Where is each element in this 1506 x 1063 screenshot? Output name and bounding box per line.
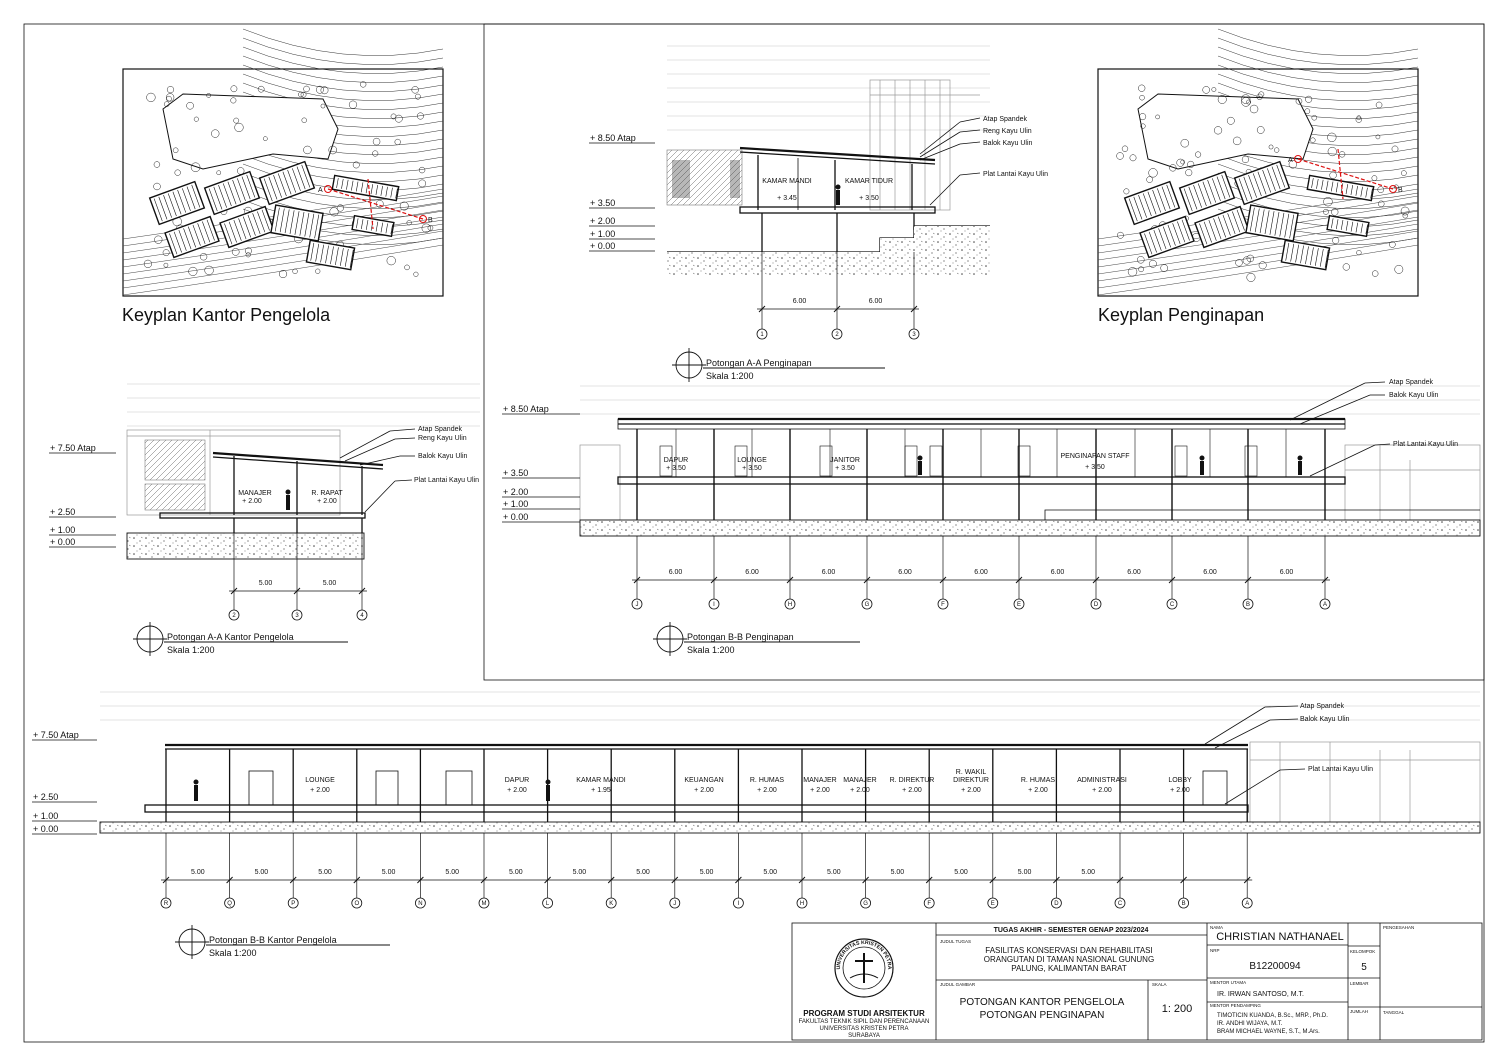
title-block — [792, 923, 1482, 1040]
level-label: + 7.50 Atap — [33, 730, 79, 740]
keyplan-right-title: Keyplan Penginapan — [1098, 305, 1265, 325]
room-level: + 3.50 — [835, 465, 855, 472]
grid-label: H — [787, 602, 793, 609]
room-name: ADMINISTRASI — [1077, 777, 1127, 784]
room-name: KAMAR MANDI — [762, 178, 812, 185]
project-title-line: ORANGUTAN DI TAMAN NASIONAL GUNUNG — [983, 955, 1155, 964]
grid-label: C — [1169, 602, 1175, 609]
room-level: + 3.45 — [777, 195, 797, 202]
room-name: LOUNGE — [737, 457, 767, 464]
grid-label: B — [1181, 901, 1186, 908]
co-mentor: BRAM MICHAEL WAYNE, S.T., M.Ars. — [1217, 1029, 1320, 1035]
dimension-label: 6.00 — [668, 569, 683, 576]
student-name: CHRISTIAN NATHANAEL — [1216, 931, 1344, 943]
grid-label: I — [737, 901, 740, 908]
dimension-label: 5.00 — [254, 869, 269, 876]
dimension-label: 6.00 — [898, 569, 912, 576]
contour-line — [1218, 29, 1418, 56]
grid-label: C — [1117, 901, 1123, 908]
room-level: + 2.00 — [1170, 787, 1190, 794]
room-name: MANAJER — [238, 490, 272, 497]
annotation-label: Plat Lantai Kayu Ulin — [983, 171, 1048, 178]
annotation-label: Balok Kayu Ulin — [1389, 392, 1439, 399]
field-label: JUDUL GAMBAR — [940, 982, 976, 987]
room-name: KAMAR MANDI — [576, 777, 626, 784]
dimension-label: 6.00 — [974, 569, 988, 576]
program-name: PROGRAM STUDI ARSITEKTUR — [803, 1009, 925, 1018]
grid-label: A — [1245, 901, 1250, 908]
door — [1018, 446, 1030, 476]
section-title: Potongan B-B Penginapan — [687, 632, 794, 642]
grid-label: K — [609, 901, 614, 908]
room-level: + 2.00 — [850, 787, 870, 794]
main-mentor: IR. IRWAN SANTOSO, M.T. — [1217, 991, 1304, 998]
dimension-label: 5.00 — [322, 580, 337, 587]
student-nrp: B12200094 — [1249, 961, 1301, 972]
section-marker-label: A — [318, 187, 323, 194]
enclosure-outline — [163, 94, 338, 169]
door — [1245, 446, 1257, 476]
assignment-header: TUGAS AKHIR - SEMESTER GENAP 2023/2024 — [993, 927, 1149, 934]
annotation-label: Atap Spandek — [418, 426, 462, 433]
section-scale: Skala 1:200 — [687, 645, 735, 655]
field-label: KELOMPOK — [1350, 949, 1376, 954]
section-scale: Skala 1:200 — [167, 645, 215, 655]
annotation-label: Atap Spandek — [1389, 379, 1433, 386]
grid-label: 3 — [912, 332, 916, 339]
door — [905, 446, 917, 476]
contour-line — [1218, 38, 1418, 65]
dimension-label: 5.00 — [890, 869, 905, 876]
room-level: + 3.50 — [1085, 464, 1105, 471]
section-title: Potongan B-B Kantor Pengelola — [209, 935, 337, 945]
field-label: PENGESAHAN — [1383, 925, 1415, 930]
room-level: + 1.95 — [591, 787, 611, 794]
dimension-label: 6.00 — [1279, 569, 1294, 576]
level-label: + 2.00 — [590, 216, 616, 226]
grid-label: 2 — [232, 613, 236, 620]
dimension-label: 5.00 — [699, 869, 714, 876]
section-scale: Skala 1:200 — [706, 371, 754, 381]
field-label: SKALA — [1152, 982, 1167, 987]
grid-label: M — [481, 901, 487, 908]
room-name: LOUNGE — [305, 777, 335, 784]
room-level: + 2.00 — [310, 787, 330, 794]
person-figure-icon — [286, 490, 291, 511]
dimension-label: 5.00 — [1081, 869, 1096, 876]
keyplan-kantor-map — [123, 29, 443, 296]
grid-label: J — [635, 602, 639, 609]
university-seal-icon — [835, 939, 893, 997]
dimension-label: 6.00 — [792, 298, 807, 305]
grid-label: D — [1093, 602, 1099, 609]
annotation-label: Reng Kayu Ulin — [983, 128, 1032, 135]
room-name: R. HUMAS — [749, 777, 785, 784]
room-name: DAPUR — [504, 777, 530, 784]
dimension-label: 6.00 — [868, 298, 883, 305]
room-level: + 2.00 — [757, 787, 777, 794]
svg-text:UNIVERSITAS KRISTEN PETRA: UNIVERSITAS KRISTEN PETRA — [835, 939, 893, 970]
keyplan-left-title: Keyplan Kantor Pengelola — [122, 305, 331, 325]
room-level: + 2.00 — [317, 498, 337, 505]
annotation-label: Balok Kayu Ulin — [1300, 716, 1350, 723]
level-label: + 0.00 — [590, 241, 616, 251]
annotation-label: Plat Lantai Kayu Ulin — [1308, 766, 1373, 773]
grid-label: 4 — [360, 613, 364, 620]
contour-line — [243, 38, 443, 65]
field-label: JUMLAH — [1350, 1009, 1369, 1014]
level-label: + 8.50 Atap — [590, 133, 636, 143]
field-label: MENTOR UTAMA — [1210, 980, 1247, 985]
annotation-label: Reng Kayu Ulin — [418, 435, 467, 442]
room-level: + 3.50 — [859, 195, 879, 202]
grid-label: I — [713, 602, 715, 609]
dimension-label: 5.00 — [445, 869, 460, 876]
grid-label: G — [863, 901, 868, 908]
grid-label: H — [799, 901, 805, 908]
field-label: LEMBAR — [1350, 981, 1369, 986]
level-label: + 1.00 — [33, 811, 59, 821]
scale-value: 1: 200 — [1161, 1003, 1193, 1015]
grid-label: G — [864, 602, 870, 609]
room-level: + 2.00 — [810, 787, 830, 794]
door — [930, 446, 942, 476]
grid-label: F — [927, 901, 932, 908]
university-name: UNIVERSITAS KRISTEN PETRA — [819, 1026, 909, 1032]
room-name: PENGINAPAN STAFF — [1060, 453, 1130, 460]
person-figure-icon — [194, 780, 199, 802]
level-label: + 0.00 — [50, 537, 76, 547]
project-title-line: PALUNG, KALIMANTAN BARAT — [1011, 964, 1127, 973]
room-name: JANITOR — [830, 457, 860, 464]
dimension-label: 5.00 — [1017, 869, 1032, 876]
level-label: + 1.00 — [503, 499, 529, 509]
room-level: + 2.00 — [1028, 787, 1048, 794]
room-name: R. HUMAS — [1020, 777, 1056, 784]
room-level: + 3.50 — [666, 465, 686, 472]
section-bb-kantor-pengelola — [32, 692, 1480, 959]
person-figure-icon — [1298, 456, 1303, 476]
annotation-label: Atap Spandek — [983, 116, 1027, 123]
room-name: R. DIREKTUR — [889, 777, 935, 784]
room-name: KAMAR TIDUR — [844, 178, 894, 185]
co-mentor: IR. ANDHI WIJAYA, M.T. — [1217, 1021, 1283, 1027]
level-label: + 3.50 — [503, 468, 529, 478]
room-level: + 2.00 — [961, 787, 981, 794]
enclosure-outline — [1138, 94, 1313, 169]
section-title: Potongan A-A Penginapan — [706, 358, 812, 368]
faculty-name: FAKULTAS TEKNIK SIPIL DAN PERENCANAAN — [798, 1019, 930, 1025]
person-figure-icon — [1200, 456, 1205, 476]
dimension-label: 5.00 — [636, 869, 650, 876]
grid-label: D — [1054, 901, 1059, 908]
level-label: + 2.50 — [33, 792, 59, 802]
room-name: DAPUR — [663, 457, 689, 464]
level-label: + 0.00 — [33, 824, 59, 834]
room-level: + 2.00 — [1092, 787, 1112, 794]
grid-label: R — [163, 901, 169, 908]
annotation-label: Plat Lantai Kayu Ulin — [414, 477, 479, 484]
dimension-label: 6.00 — [1203, 569, 1217, 576]
grid-label: 3 — [295, 613, 299, 620]
section-scale: Skala 1:200 — [209, 948, 257, 958]
dimension-label: 6.00 — [745, 569, 759, 576]
level-label: + 3.50 — [590, 198, 616, 208]
annotation-label: Plat Lantai Kayu Ulin — [1393, 441, 1458, 448]
field-label: NAMA — [1210, 925, 1224, 930]
annotation-label: Atap Spandek — [1300, 703, 1344, 710]
grid-label: P — [291, 901, 296, 908]
drawing-title-line: POTONGAN PENGINAPAN — [979, 1010, 1105, 1021]
dimension-label: 6.00 — [1050, 569, 1065, 576]
room-name: MANAJER — [843, 777, 877, 784]
person-figure-icon — [546, 780, 551, 802]
section-bb-penginapan — [502, 379, 1480, 656]
section-marker-label: A — [1288, 157, 1293, 164]
room-level: + 2.00 — [902, 787, 922, 794]
person-figure-icon — [836, 185, 841, 206]
section-aa-penginapan — [589, 46, 1048, 382]
dimension-label: 5.00 — [508, 869, 523, 876]
grid-label: Q — [227, 901, 232, 908]
section-marker-label: B — [1398, 187, 1403, 194]
grid-label: A — [1322, 602, 1328, 609]
field-label: TANGGAL — [1383, 1010, 1405, 1015]
grid-label: 2 — [835, 332, 839, 339]
dimension-label: 5.00 — [258, 580, 273, 587]
city-name: SURABAYA — [848, 1033, 880, 1039]
room-level: + 2.00 — [242, 498, 262, 505]
drawing-title-line: POTONGAN KANTOR PENGELOLA — [959, 997, 1125, 1008]
co-mentor: TIMOTICIN KUANDA, B.Sc., MRP., Ph.D. — [1217, 1013, 1328, 1019]
dimension-label: 5.00 — [763, 869, 778, 876]
room-name: MANAJER — [803, 777, 837, 784]
room-level: + 3.50 — [742, 465, 762, 472]
dimension-label: 5.00 — [826, 869, 841, 876]
grid-label: E — [1016, 602, 1022, 609]
grid-label: J — [673, 901, 677, 908]
level-label: + 1.00 — [590, 229, 616, 239]
field-label: JUDUL TUGAS — [940, 939, 972, 944]
level-label: + 7.50 Atap — [50, 443, 96, 453]
group-number: 5 — [1361, 962, 1367, 973]
room-level: + 2.00 — [694, 787, 714, 794]
section-aa-kantor-pengelola — [49, 384, 480, 656]
dimension-label: 5.00 — [318, 869, 332, 876]
field-label: MENTOR PENDAMPING — [1210, 1003, 1261, 1008]
level-label: + 1.00 — [50, 525, 76, 535]
section-title: Potongan A-A Kantor Pengelola — [167, 632, 294, 642]
dimension-label: 6.00 — [821, 569, 836, 576]
contour-line — [243, 29, 443, 56]
person-figure-icon — [918, 456, 923, 476]
field-label: NRP — [1210, 948, 1220, 953]
grid-label: F — [941, 602, 945, 609]
dimension-label: 5.00 — [572, 869, 587, 876]
door — [1175, 446, 1187, 476]
room-name: R. WAKIL DIREKTUR — [953, 769, 989, 784]
dimension-label: 5.00 — [954, 869, 968, 876]
grid-label: N — [418, 901, 423, 908]
section-marker-label: B — [428, 217, 433, 224]
grid-label: E — [990, 901, 995, 908]
grid-label: L — [545, 901, 550, 908]
level-label: + 2.50 — [50, 507, 76, 517]
grid-label: 1 — [760, 332, 764, 339]
room-name: R. RAPAT — [311, 490, 343, 497]
level-label: + 0.00 — [503, 512, 529, 522]
room-name: KEUANGAN — [684, 777, 724, 784]
dimension-label: 5.00 — [190, 869, 205, 876]
annotation-label: Balok Kayu Ulin — [418, 453, 468, 460]
grid-label: B — [1245, 602, 1251, 609]
level-label: + 8.50 Atap — [503, 404, 549, 414]
keyplan-penginapan-map — [1098, 29, 1418, 296]
dimension-label: 5.00 — [381, 869, 396, 876]
grid-label: O — [354, 901, 360, 908]
dimension-label: 6.00 — [1127, 569, 1141, 576]
annotation-label: Balok Kayu Ulin — [983, 140, 1033, 147]
level-label: + 2.00 — [503, 487, 529, 497]
room-name: LOBBY — [1168, 777, 1192, 784]
room-level: + 2.00 — [507, 787, 527, 794]
project-title-line: FASILITAS KONSERVASI DAN REHABILITASI — [985, 946, 1153, 955]
